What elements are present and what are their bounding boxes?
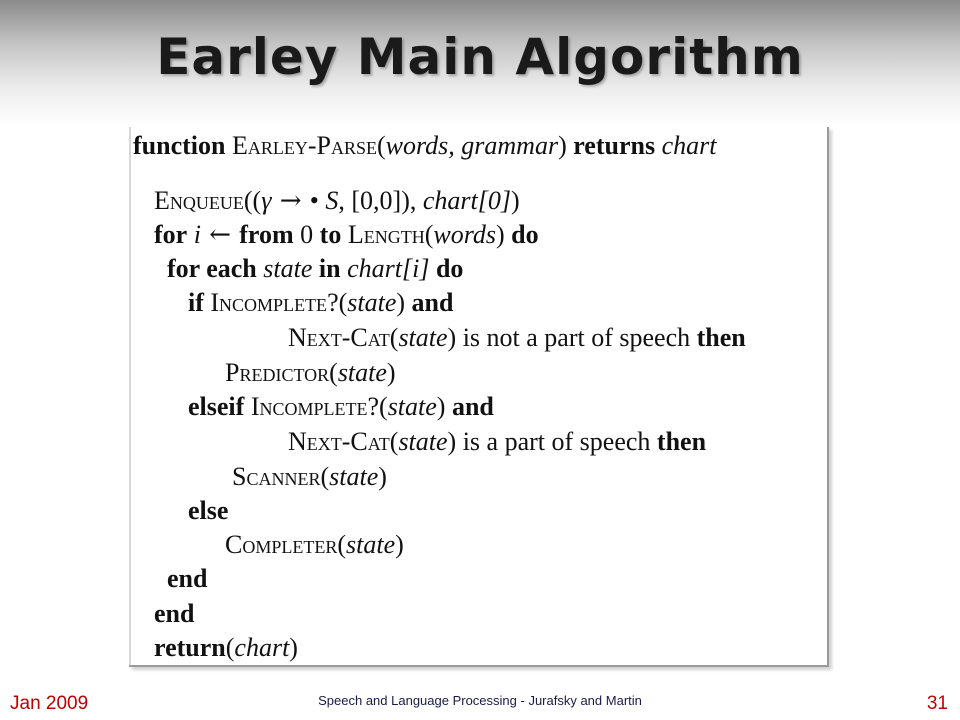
param-list: words, grammar [385,131,559,160]
var-state: state [398,323,448,352]
keyword-then: then [656,427,707,456]
bracket: ] [419,254,436,283]
paren: ) [496,220,512,249]
keyword-do: do [511,220,539,249]
proc-next-cat: Next-Cat [288,427,390,456]
var-chart: chart[ [340,254,413,283]
var-state: state [346,530,396,559]
var-state: state [387,392,437,421]
paren: ( [225,633,235,662]
algo-line-enqueue [154,186,520,216]
footer-source: Speech and Language Processing - Jurafsky and Martin [318,693,642,708]
keyword-and: and [411,288,454,317]
algorithm-box [129,127,829,667]
var-state: state [256,254,313,283]
footer-date: Jan 2009 [10,693,89,714]
keyword-for: for [154,220,188,249]
var-chart: chart [234,633,290,662]
proc-incomplete: Incomplete [244,392,368,421]
algo-line-for-each [167,254,463,284]
keyword-else: else [188,496,229,525]
paren: ) [558,131,574,160]
proc-predictor: Predictor [225,358,330,387]
algo-line-else [188,496,228,526]
paren: ( [424,220,434,249]
var-words: words [433,220,496,249]
dot-symbol: • [309,186,319,215]
paren: ( [320,462,330,491]
keyword-to: to [319,220,342,249]
proc-earley-parse: Earley-Parse [231,131,377,160]
arrow-left-symbol: ← [200,220,240,250]
condition-text: ) is a part of speech [447,427,657,456]
paren: ( [389,323,399,352]
proc-incomplete: Incomplete [203,288,328,317]
keyword-end: end [167,564,208,593]
keyword-in: in [312,254,341,283]
chart-zero: chart[0] [422,186,511,215]
algo-line-return [154,633,298,663]
return-var: chart [655,131,717,160]
keyword-then: then [696,323,746,352]
keyword-elseif: elseif [188,392,245,421]
var-state: state [398,427,448,456]
paren: ( [337,530,347,559]
paren: ) [396,288,412,317]
algo-line-end-outer [154,599,194,629]
paren: (( [243,186,262,215]
keyword-return: return [154,633,226,662]
paren: ) [386,358,396,387]
var-state: state [329,462,379,491]
paren: ) [436,392,452,421]
algo-line-scanner [232,462,387,492]
paren: ) [378,462,387,491]
keyword-do: do [435,254,464,283]
var-i: i [187,220,201,249]
algo-line-if [188,288,453,318]
paren: ?( [367,392,388,421]
span-text: , [0,0]), [338,186,423,215]
algo-line-predictor [225,358,396,388]
keyword-function: function [133,131,226,160]
paren: ( [329,358,338,387]
slide-title: Earley Main Algorithm [156,28,804,86]
paren: ) [289,633,298,662]
proc-length: Length [341,220,425,249]
algo-line-end-inner [167,564,207,594]
paren: ( [376,131,386,160]
paren: ) [511,186,520,215]
algo-line-function [133,131,716,161]
number-zero: 0 [293,220,320,249]
proc-enqueue: Enqueue [154,186,244,215]
paren: ) [395,530,404,559]
algo-line-next-cat-not-pos [288,323,746,353]
var-i: i [412,254,420,283]
symbol-gamma: γ [261,186,272,215]
keyword-and: and [451,392,494,421]
algo-line-elseif [188,392,494,422]
var-state: state [347,288,397,317]
proc-completer: Completer [225,530,338,559]
keyword-end: end [154,599,195,628]
proc-next-cat: Next-Cat [288,323,390,352]
paren: ( [389,427,399,456]
arrow-symbol: → [271,186,310,216]
slide-number: 31 [926,693,948,714]
symbol-s: S [318,186,339,215]
var-state: state [337,358,387,387]
algo-line-for-i [154,220,539,250]
proc-scanner: Scanner [232,462,321,491]
keyword-if: if [188,288,204,317]
algo-line-completer [225,530,404,560]
paren: ?( [327,288,348,317]
keyword-from: from [239,220,294,249]
keyword-for-each: for each [167,254,257,283]
condition-text: ) is not a part of speech [447,323,697,352]
algo-line-next-cat-pos [288,427,706,457]
keyword-returns: returns [573,131,656,160]
